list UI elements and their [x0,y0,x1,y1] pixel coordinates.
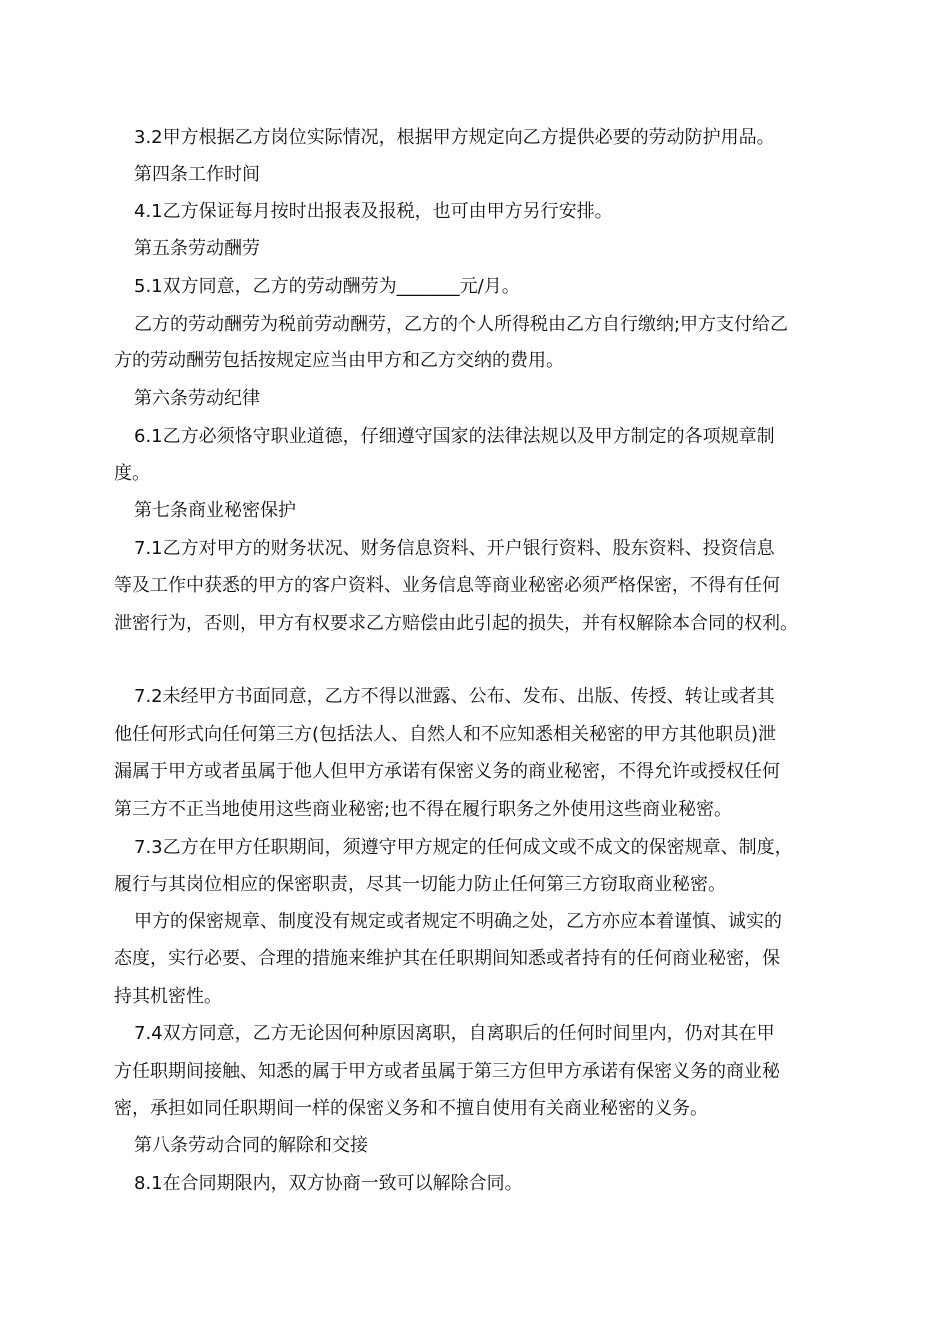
line-8-1: 8.1在合同期限内，双方协商一致可以解除合同。 [134,1173,523,1194]
paragraph-line: 漏属于甲方或者虽属于他人但甲方承诺有保密义务的商业秘密，不得允许或授权任何 [114,761,780,782]
paragraph-line: 乙方的劳动酬劳为税前劳动酬劳，乙方的个人所得税由乙方自行缴纳;甲方支付给乙 [134,314,789,335]
line-7-1: 7.1乙方对甲方的财务状况、财务信息资料、开户银行资料、股东资料、投资信息 [134,538,775,559]
paragraph-line: 度。 [114,463,150,484]
paragraph-line: 密，承担如同任职期间一样的保密义务和不擅自使用有关商业秘密的义务。 [114,1098,708,1119]
paragraph-line: 方任职期间接触、知悉的属于甲方或者虽属于第三方但甲方承诺有保密义务的商业秘 [114,1061,780,1082]
line-6-1: 6.1乙方必须恪守职业道德，仔细遵守国家的法律法规以及甲方制定的各项规章制 [134,426,775,447]
heading-article-4: 第四条工作时间 [134,164,260,185]
line-4-1: 4.1乙方保证每月按时出报表及报税，也可由甲方另行安排。 [134,201,613,222]
heading-article-8: 第八条劳动合同的解除和交接 [134,1135,368,1156]
paragraph-line: 他任何形式向任何第三方(包括法人、自然人和不应知悉相关秘密的甲方其他职员)泄 [114,724,777,745]
line-7-3: 7.3乙方在甲方任职期间，须遵守甲方规定的任何成文或不成文的保密规章、制度， [134,837,793,858]
line-3-2: 3.2甲方根据乙方岗位实际情况，根据甲方规定向乙方提供必要的劳动防护用品。 [134,127,775,148]
paragraph-line: 等及工作中获悉的甲方的客户资料、业务信息等商业秘密必须严格保密，不得有任何 [114,575,780,596]
paragraph-line: 泄密行为，否则，甲方有权要求乙方赔偿由此引起的损失，并有权解除本合同的权利。 [114,613,798,634]
line-7-2: 7.2未经甲方书面同意，乙方不得以泄露、公布、发布、出版、传授、转让或者其 [134,686,775,707]
heading-article-5: 第五条劳动酬劳 [134,238,260,259]
paragraph-line: 态度，实行必要、合理的措施来维护其在任职期间知悉或者持有的任何商业秘密，保 [114,948,780,969]
paragraph-line: 第三方不正当地使用这些商业秘密;也不得在履行职务之外使用这些商业秘密。 [114,799,733,820]
paragraph-line: 甲方的保密规章、制度没有规定或者规定不明确之处，乙方亦应本着谨慎、诚实的 [134,911,782,932]
line-7-4: 7.4双方同意，乙方无论因何种原因离职，自离职后的任何时间里内，仍对其在甲 [134,1023,775,1044]
heading-article-6: 第六条劳动纪律 [134,388,260,409]
heading-article-7: 第七条商业秘密保护 [134,500,296,521]
paragraph-line: 方的劳动酬劳包括按规定应当由甲方和乙方交纳的费用。 [114,350,564,371]
paragraph-line: 持其机密性。 [114,986,222,1007]
line-5-1: 5.1双方同意，乙方的劳动酬劳为_______元/月。 [134,276,520,297]
paragraph-line: 履行与其岗位相应的保密职责，尽其一切能力防止任何第三方窃取商业秘密。 [114,874,726,895]
